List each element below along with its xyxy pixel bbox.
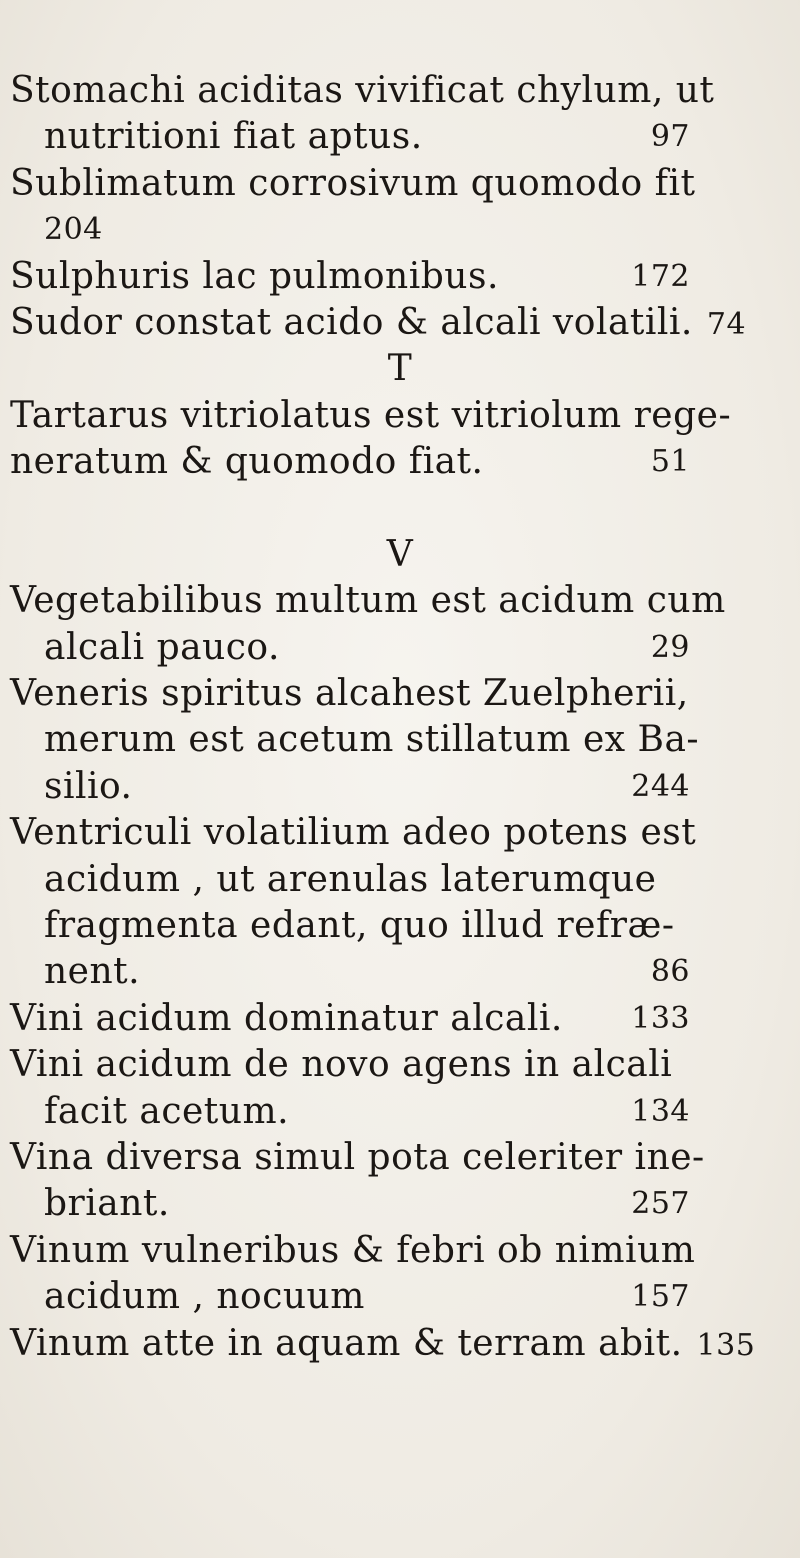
- entry-text: acidum , ut arenulas laterumque: [44, 858, 657, 900]
- index-text: [0, 68, 800, 1367]
- page-number: 51: [650, 444, 690, 480]
- entry-text: Ventriculi volatilium adeo potens est: [10, 812, 697, 854]
- index-line: [0, 1089, 800, 1135]
- entry-text: Sudor constat acido & alcali volatili.: [10, 301, 693, 343]
- section-gap: [0, 486, 800, 532]
- entry-text: Vina diversa simul pota celeriter ine-: [10, 1136, 705, 1178]
- section-heading: [0, 346, 800, 392]
- entry-text: nent.: [44, 951, 141, 993]
- page-number: 133: [631, 1000, 690, 1036]
- entry-text: Stomachi aciditas vivificat chylum, ut: [10, 70, 715, 111]
- entry-text: Vini acidum de novo agens in alcali: [10, 1044, 673, 1086]
- entry-text: Vegetabilibus multum est acidum cum: [10, 580, 726, 622]
- section-heading: [0, 532, 800, 578]
- entry-text: Sulphuris lac pulmonibus.: [10, 255, 499, 297]
- index-line: [0, 578, 800, 624]
- entry-text: Sublimatum corrosivum quomodo fit: [10, 162, 696, 204]
- page-number: 204: [44, 212, 103, 248]
- page-number: 172: [631, 258, 690, 294]
- entry-text: Vinum vulneribus & febri ob nimium: [10, 1229, 696, 1271]
- page-number: 244: [631, 768, 690, 804]
- index-line: [0, 996, 800, 1042]
- page-number: 29: [650, 629, 690, 665]
- index-line: [0, 1228, 800, 1274]
- entry-text: fragmenta edant, quo illud refræ-: [44, 905, 675, 947]
- index-line: [0, 300, 800, 346]
- entry-text: Vini acidum dominatur alcali.: [10, 997, 563, 1039]
- entry-text: Veneris spiritus alcahest Zuelpherii,: [10, 673, 689, 715]
- index-line: [0, 1321, 800, 1367]
- entry-text: silio.: [44, 765, 133, 807]
- index-line: [0, 717, 800, 763]
- page-number: 257: [631, 1186, 690, 1222]
- entry-text: nutritioni fiat aptus.: [44, 116, 423, 158]
- entry-text: Tartarus vitriolatus est vitriolum rege-: [10, 394, 732, 436]
- entry-text: merum est acetum stillatum ex Ba-: [44, 719, 700, 761]
- section-letter: T: [387, 348, 413, 390]
- index-line: [0, 1181, 800, 1227]
- entry-text: briant.: [44, 1183, 170, 1225]
- index-line: [0, 393, 800, 439]
- index-line: [0, 254, 800, 300]
- index-line: [0, 625, 800, 671]
- entry-text: neratum & quomodo fiat.: [10, 441, 484, 483]
- entry-text: alcali pauco.: [44, 626, 280, 668]
- index-line: [0, 161, 800, 207]
- entry-text: Vinum atte in aquam & terram abit.: [10, 1322, 683, 1364]
- index-line: [0, 439, 800, 485]
- index-line: [0, 857, 800, 903]
- page-number: 157: [631, 1279, 690, 1315]
- entry-text: acidum , nocuum: [44, 1276, 365, 1318]
- index-line: [0, 764, 800, 810]
- section-letter: V: [386, 533, 414, 575]
- index-line: [0, 1042, 800, 1088]
- page-number: 74: [706, 306, 747, 342]
- index-line: [0, 114, 800, 160]
- entry-text: facit acetum.: [44, 1090, 290, 1132]
- page-number: 134: [631, 1093, 690, 1129]
- index-line: [0, 903, 800, 949]
- page-number: 86: [650, 954, 690, 990]
- index-line: [0, 1274, 800, 1320]
- index-line: [0, 68, 800, 114]
- index-line: [0, 207, 800, 253]
- index-line: [0, 1135, 800, 1181]
- page-number: 97: [650, 119, 690, 155]
- index-line: [0, 949, 800, 995]
- index-line: [0, 671, 800, 717]
- index-line: [0, 810, 800, 856]
- page-number: 135: [696, 1327, 756, 1363]
